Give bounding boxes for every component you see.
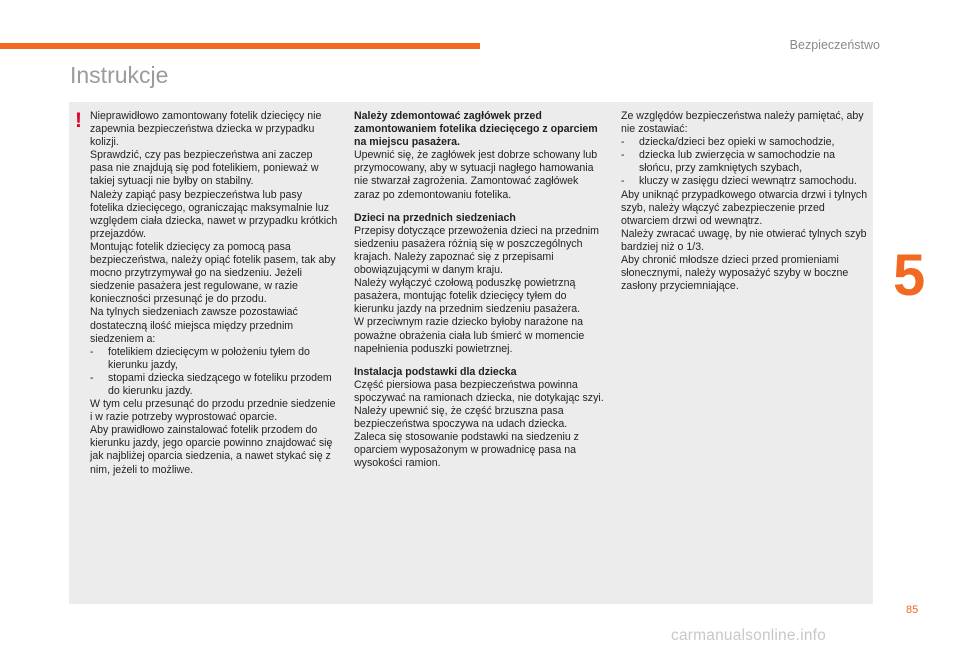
paragraph: Aby prawidłowo zainstalować fotelik przodem do kierunku jazdy, jego oparcie powinno znajdować się jak najbliżej oparcia siedzenia, a nawet stykać się z nim, jeżeli to możliwe. [90,424,333,476]
page-number: 85 [906,604,919,616]
paragraph: Montując fotelik dziecięcy za pomocą pasa bezpieczeństwa, należy opiąć fotelik pasem, tak aby mocno przytrzymywał go na siedzeniu. Jeżeli siedzenie pasażera jest regulowane, w razie konieczności przesunąć je do przodu. [90,240,336,306]
list-item-text: dziecka lub zwierzęcia w samochodzie na słońcu, przy zamkniętych szybach, [639,149,836,175]
bullet-dash: - [90,345,94,358]
paragraph: Przepisy dotyczące przewożenia dzieci na przednim siedzeniu pasażera różnią się w poszczególnych krajach. Należy zapoznać się z przepisami obowiązującymi w danym kraju. [354,224,599,277]
watermark: carmanualsonline.info [671,627,826,644]
paragraph: Upewnić się, że zagłówek jest dobrze schowany lub przymocowany, aby w sytuacji nagłego hamowania nie stwarzał zagrożenia. Zamontować zagłówek zaraz po zdemontowaniu fotelika. [354,149,598,201]
paragraph: Należy zwracać uwagę, by nie otwierać tylnych szyb bardziej niż o 1/3. [621,227,867,253]
section-heading: Instalacja podstawki dla dziecka [354,365,517,378]
paragraph: Zaleca się stosowanie podstawki na siedzeniu z oparciem wyposażonym w prowadnicę pasa na wysokości ramion. [354,431,579,470]
section-title: Bezpieczeństwo [789,38,880,52]
section-heading: Dzieci na przednich siedzeniach [354,211,516,224]
paragraph: Aby chronić młodsze dzieci przed promieniami słonecznymi, należy wyposażyć szyby w boczne zasłony przyciemniające. [621,254,849,293]
paragraph: Aby uniknąć przypadkowego otwarcia drzwi i tylnych szyb, należy włączyć zabezpieczenie przed otwarciem drzwi od wewnątrz. [621,188,868,227]
list-item-text: dziecka/dzieci bez opieki w samochodzie, [639,136,835,149]
column-3 [621,110,871,293]
chapter-number: 5 [893,243,926,308]
list-item [90,346,338,372]
section-heading: Należy zdemontować zagłówek przed zamontowaniem fotelika dziecięcego z oparciem na miejscu pasażera. [354,110,598,149]
paragraph: Na tylnych siedzeniach zawsze pozostawiać dostateczną ilość miejsca między przednim siedzeniem a: [90,306,298,345]
list-item [621,175,871,188]
paragraph: Nieprawidłowo zamontowany fotelik dziecięcy nie zapewnia bezpieczeństwa dziecka w przypadku kolizji. [90,110,322,149]
list-item-text: stopami dziecka siedzącego w foteliku przodem do kierunku jazdy. [108,371,332,397]
bullet-dash: - [621,149,625,162]
paragraph: W tym celu przesunąć do przodu przednie siedzenie i w razie potrzeby wyprostować oparcie. [90,398,336,424]
paragraph: Część piersiowa pasa bezpieczeństwa powinna spoczywać na ramionach dziecka, nie dotykając szyi. [354,378,604,404]
list-item-text: fotelikiem dziecięcym w położeniu tyłem do kierunku jazdy, [108,345,310,371]
paragraph: Ze względów bezpieczeństwa należy pamiętać, aby nie zostawiać: [621,110,864,136]
paragraph: Należy upewnić się, że część brzuszna pasa bezpieczeństwa spoczywa na udach dziecka. [354,404,568,431]
column-2 [354,110,604,470]
exclamation-warning-icon: ! [75,109,82,132]
bullet-dash: - [90,371,94,384]
list-item [621,136,871,149]
list-item-text: kluczy w zasięgu dzieci wewnątrz samochodu. [639,175,857,188]
paragraph: W przeciwnym razie dziecko byłoby narażone na poważne obrażenia ciała lub śmierć w momencie napełnienia poduszki powietrznej. [354,316,585,355]
paragraph: Należy zapiąć pasy bezpieczeństwa lub pasy fotelika dziecięcego, ograniczając maksymalnie luz względem ciała dziecka, nawet w przypadku krótkich przejazdów. [90,188,338,240]
list-item [90,372,338,398]
header-accent-bar [0,43,480,49]
bullet-dash: - [621,136,625,149]
column-1 [90,110,338,477]
list-item [621,149,871,175]
paragraph: Sprawdzić, czy pas bezpieczeństwa ani zaczep pasa nie znajdują się pod fotelikiem, ponieważ w takiej sytuacji nie byłby on stabilny. [90,149,319,188]
paragraph: Należy wyłączyć czołową poduszkę powietrzną pasażera, montując fotelik dziecięcy tyłem do kierunku jazdy na przednim siedzeniu pasażera. [354,277,581,316]
page-title: Instrukcje [70,62,169,88]
bullet-dash: - [621,175,625,188]
